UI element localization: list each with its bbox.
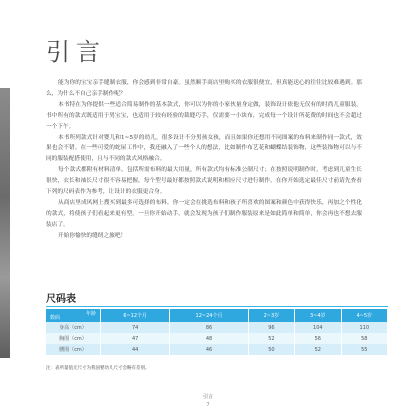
adjacent-page-edge xyxy=(0,0,12,417)
size-chart-title: 尺码表 xyxy=(46,294,76,305)
age-header: 年龄 xyxy=(85,311,96,317)
page-number: 7 xyxy=(206,402,210,408)
page-footer xyxy=(16,393,400,409)
row-label: 腰围（cm） xyxy=(46,344,101,355)
table-cell: 44 xyxy=(101,344,170,355)
paragraph: 从商店里成风网上搜买到最多可选择的布料，你一定会在挑选布料和孩子所喜欢的图案和颜色中获得快乐，再加之个性化的款式，将使孩子们看起来更有型。一旦你开始动手，就会发现为孩子们制作服装原来是如此简单和简单，你会再也不想去服装店了。 xyxy=(46,199,362,228)
table-row xyxy=(46,333,388,344)
paragraph: 开始你愉快的缝纫之旅吧！ xyxy=(58,232,127,239)
paragraph: 本书特在为你提供一些适合简易制作的基本款式，你可以为你的小家伙量身定做，装饰设计依他无仅有的时尚儿童服装。书中所有的款式既适用于男宝宝，也适用于较有经验的裁缝巧手，仅需要一小块布，完成每一个设计所花费的时间也不会超过一个下午。 xyxy=(46,101,362,130)
page-title: 引言 xyxy=(46,38,106,66)
divider xyxy=(46,306,388,307)
table-cell: 56 xyxy=(295,333,341,344)
column-header: 4~5岁 xyxy=(341,309,387,322)
footer-section-name: 引言 xyxy=(202,394,213,400)
paragraph: 能为你的宝宝亲手缝制衣服，你会感到非常自豪。虽然顺手商店里购买的衣服很便宜，但真能送心的往往比较难遇到。那么，为什么不自己亲手制作呢？ xyxy=(46,80,362,97)
paragraph: 本书所列款式针对婴儿和1~5岁的幼儿。很多设计不分男孩女孩，而且如果你还想用不同图案的布料来制作同一款式，效果也会不错。在一些可爱的蛇屋工作中，我还融入了一些个人的想法，比如制作布艺花和蝴蝶结装饰物，这些装饰物可以与不同的服装配搭使用，且与不同的款式风格融合。 xyxy=(46,134,362,163)
row-label: 身高（cm） xyxy=(46,322,101,333)
table-cell: 55 xyxy=(341,344,387,355)
table-cell: 52 xyxy=(248,333,294,344)
table-cell: 104 xyxy=(295,322,341,333)
table-cell: 74 xyxy=(101,322,170,333)
table-cell: 96 xyxy=(248,322,294,333)
table-cell: 58 xyxy=(341,333,387,344)
table-header-row xyxy=(46,309,388,322)
column-header: 12~24个月 xyxy=(170,309,248,322)
table-cell: 47 xyxy=(101,333,170,344)
column-header: 6~12个月 xyxy=(101,309,170,322)
table-cell: 52 xyxy=(295,344,341,355)
table-cell: 86 xyxy=(170,322,248,333)
table-cell: 48 xyxy=(170,333,248,344)
table-row xyxy=(46,322,388,333)
table-row xyxy=(46,344,388,355)
table-cell: 110 xyxy=(341,322,387,333)
table-cell: 46 xyxy=(170,344,248,355)
size-chart-note: 注：表所量值无尺寸为我国婴幼儿尺寸会略有差别。 xyxy=(46,366,150,371)
row-label: 胸围（cm） xyxy=(46,333,101,344)
size-header: 数码 xyxy=(50,315,61,321)
size-chart-table xyxy=(46,309,388,355)
column-header: 2~3岁 xyxy=(248,309,294,322)
adjacent-page-photo xyxy=(0,88,10,358)
table-cell: 50 xyxy=(248,344,294,355)
paragraph: 每个款式都附有材料清单，包括所需布料的最大用量，所有款式均有标准公制尺寸；在按照说明制作时，考虑到儿童生长很快，衣长和袖长尺寸很不容易把握，每个型号最好都按照款式说明和相应尺寸进行制作。在你开始选定最佳尺寸前请先查看下列的尺码表作为参考，让设计的衣服更合身。 xyxy=(46,167,362,196)
intro-text xyxy=(46,78,362,242)
table-corner-header xyxy=(46,309,101,322)
column-header: 3~4岁 xyxy=(295,309,341,322)
book-page xyxy=(16,0,400,417)
